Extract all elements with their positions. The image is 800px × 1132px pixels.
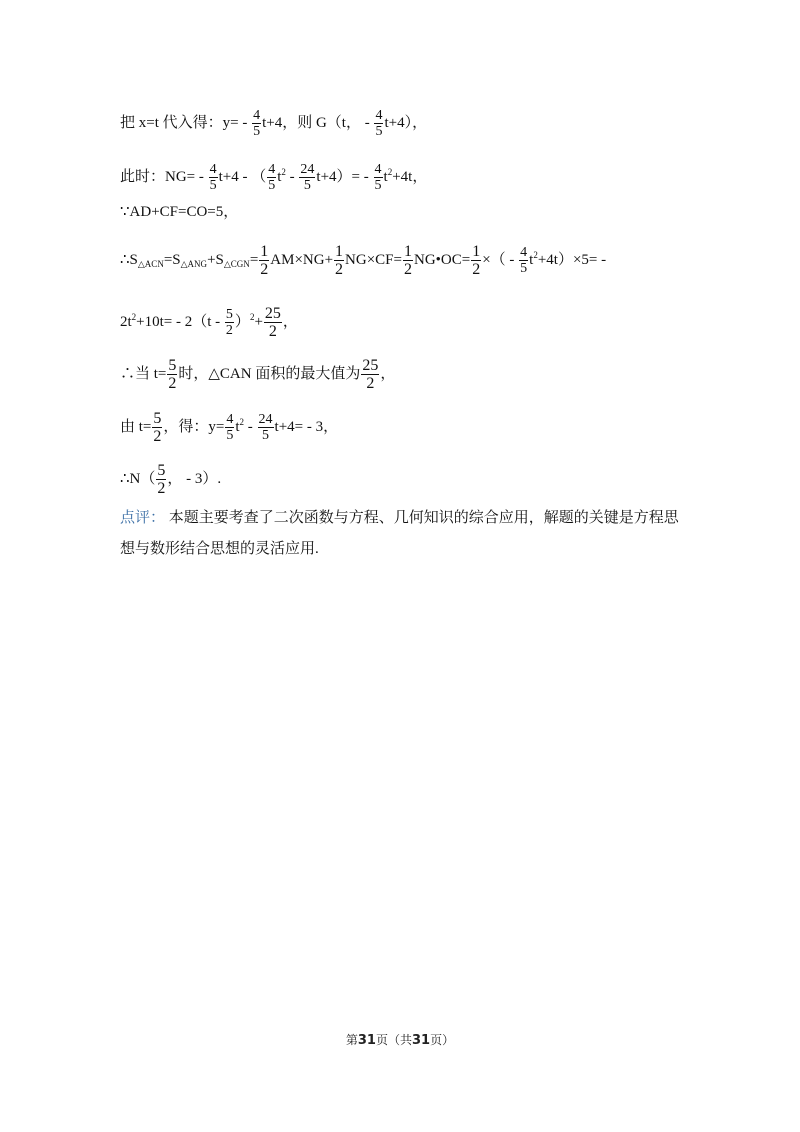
solution-line-1	[120, 108, 427, 139]
solution-line-2	[120, 162, 427, 193]
comment-paragraph	[120, 503, 690, 565]
comment-text: 本题主要考查了二次函数与方程、几何知识的综合应用，解题的关键是方程思想与数形结合思想的灵活应用.	[120, 510, 679, 557]
text-segment: t	[235, 418, 240, 435]
text-segment: t+4，则 G（t， -	[262, 114, 374, 131]
fraction	[334, 243, 344, 278]
denominator: 2	[225, 323, 233, 338]
solution-line-7	[120, 410, 338, 445]
text-segment: NG×CF=	[345, 251, 402, 268]
text-segment: t+4 - （	[218, 169, 267, 185]
total-pages: 31	[412, 1033, 431, 1048]
exponent: 2	[239, 416, 245, 427]
denominator: 2	[268, 323, 277, 340]
denominator: 2	[366, 375, 375, 392]
solution-line-4	[120, 243, 606, 278]
fraction	[167, 357, 177, 392]
solution-line-8	[120, 462, 221, 497]
numerator: 5	[153, 410, 162, 427]
fraction	[252, 108, 261, 139]
denominator: 2	[260, 261, 269, 278]
denominator: 2	[403, 261, 412, 278]
denominator: 5	[209, 178, 217, 194]
fraction	[374, 162, 383, 193]
fraction	[361, 357, 379, 392]
footer-suffix: 页）	[430, 1033, 455, 1047]
denominator: 2	[472, 261, 481, 278]
text-segment: AM×NG+	[270, 251, 334, 268]
text-segment: -	[244, 418, 257, 435]
denominator: 5	[303, 178, 311, 194]
numerator: 5	[225, 307, 233, 322]
text-segment: ，得：y=	[163, 418, 225, 435]
text-segment: +10t= - 2（t -	[136, 313, 224, 330]
text-segment: ，	[380, 365, 396, 382]
text-segment: t+4）= -	[316, 169, 373, 185]
numerator: 1	[335, 243, 344, 260]
footer-middle: 页（共	[375, 1033, 412, 1047]
text-segment: 把 x=t 代入得：y= -	[120, 114, 252, 131]
text-segment: 2t	[120, 313, 132, 330]
numerator: 4	[520, 245, 528, 260]
text-segment: ∴S	[120, 251, 138, 268]
text-segment: NG•OC=	[413, 251, 471, 268]
fraction	[264, 305, 282, 340]
solution-line-5	[120, 305, 298, 340]
text-segment: 由 t=	[120, 418, 152, 435]
comment-label: 点评：	[120, 510, 166, 526]
numerator: 24	[300, 162, 315, 178]
denominator: 2	[168, 375, 177, 392]
exponent: 2	[387, 167, 393, 177]
fraction	[156, 462, 166, 497]
denominator: 5	[375, 124, 383, 139]
numerator: 5	[168, 357, 177, 374]
fraction	[225, 412, 234, 443]
numerator: 5	[157, 462, 166, 479]
denominator: 5	[520, 261, 528, 276]
denominator: 2	[157, 480, 166, 497]
fraction	[403, 243, 413, 278]
text-segment: ∴当 t=	[120, 365, 167, 382]
denominator: 5	[253, 124, 261, 139]
subscript: △CGN	[223, 258, 250, 269]
solution-line-6	[120, 357, 395, 392]
text-segment: 此时：NG= -	[120, 169, 208, 185]
numerator: 1	[260, 243, 269, 260]
denominator: 5	[268, 178, 276, 194]
exponent: 2	[249, 311, 255, 322]
denominator: 2	[335, 261, 344, 278]
text-segment: +4t）×5= -	[537, 251, 607, 268]
text-segment: +S	[207, 251, 224, 268]
numerator: 1	[403, 243, 412, 260]
text-segment: -	[285, 169, 299, 185]
numerator: 4	[209, 162, 217, 178]
subscript: △ANG	[180, 258, 208, 269]
numerator: 25	[362, 357, 379, 374]
text-segment: t+4= - 3，	[274, 418, 339, 435]
fraction	[471, 243, 481, 278]
text-segment: t	[277, 169, 282, 185]
numerator: 1	[472, 243, 481, 260]
fraction	[258, 412, 274, 443]
denominator: 5	[374, 178, 382, 194]
text-segment: =	[249, 251, 259, 268]
numerator: 4	[375, 108, 383, 123]
text-segment: t	[383, 169, 388, 185]
exponent: 2	[131, 311, 137, 322]
exponent: 2	[533, 249, 538, 260]
text-segment: ， - 3）.	[167, 470, 222, 487]
text-segment: t	[529, 251, 534, 268]
numerator: 4	[253, 108, 261, 123]
exponent: 2	[281, 167, 286, 177]
page-number: 31	[357, 1033, 376, 1048]
fraction	[152, 410, 162, 445]
fraction	[374, 108, 383, 139]
text-segment: ）	[234, 313, 250, 330]
numerator: 25	[264, 305, 281, 322]
fraction	[267, 162, 276, 193]
denominator: 5	[226, 428, 234, 443]
fraction	[519, 245, 528, 276]
text-segment: ，	[282, 313, 298, 330]
solution-line-3: ∵AD+CF=CO=5，	[120, 204, 239, 220]
fraction	[225, 307, 234, 338]
denominator: 5	[262, 428, 270, 443]
denominator: 2	[153, 428, 162, 445]
numerator: 4	[268, 162, 276, 178]
text-segment: t+4），	[384, 114, 428, 131]
page-footer	[0, 1031, 800, 1048]
text-segment: +	[254, 313, 263, 330]
fraction	[299, 162, 315, 193]
footer-prefix: 第	[345, 1033, 358, 1047]
fraction	[209, 162, 218, 193]
numerator: 4	[374, 162, 382, 178]
text-segment: 时，△CAN 面积的最大值为	[178, 365, 361, 382]
text-segment: ×（ -	[482, 251, 519, 268]
fraction	[259, 243, 269, 278]
subscript: △ACN	[137, 258, 164, 269]
text-segment: +4t，	[392, 169, 428, 185]
text-segment: =S	[163, 251, 181, 268]
numerator: 4	[226, 412, 234, 427]
numerator: 24	[258, 412, 273, 427]
text-segment: ∴N（	[120, 470, 156, 487]
